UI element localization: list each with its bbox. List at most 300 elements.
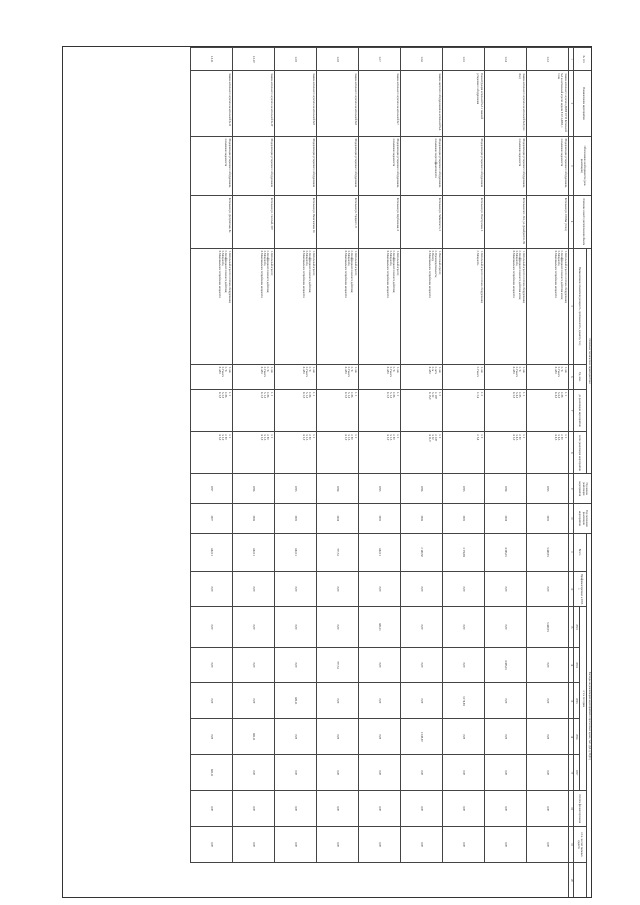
year-end-cell: 2023 (358, 503, 400, 533)
after-list-cell (526, 432, 568, 474)
y2025-cell: 682,11 (274, 683, 316, 719)
after-list-cell (274, 432, 316, 474)
column-number: 18 (568, 791, 573, 827)
unit-list-cell (526, 364, 568, 389)
y2024-cell: 4 385,15 (484, 647, 526, 683)
y2026-cell: 0,00 (442, 719, 484, 755)
y2024-cell: 0,00 (442, 647, 484, 683)
measure-list-item: 3. Мощность; (304, 250, 308, 267)
event-name-cell: Замена котельного агрегата на котельной №9 (274, 71, 316, 136)
after-list-item: 4. 2,0 (259, 434, 263, 441)
measure-list-item: 1. Котельный агрегат в составе оборудования; (563, 250, 567, 304)
unit-list-item: 4. кВт (217, 366, 221, 374)
before-list-cell (316, 389, 358, 431)
measure-list-item: 4. Максимальное потребление мощности (553, 250, 557, 298)
unit-list-cell (190, 364, 232, 389)
total-cell: 682,11 (358, 533, 400, 571)
total-cell: 682,11 (232, 533, 274, 571)
debt-cell: 0,00 (442, 826, 484, 862)
before-list-item: 2. 2,6 (476, 391, 480, 399)
measure-list-item: 3. Мощность; (514, 250, 518, 267)
measure-list-item: 2. Коэффициент полезного действия; (266, 250, 270, 293)
purpose-cell: Модернизация устаревшего оборудования, повышение надежности (358, 136, 400, 195)
y2026-cell: 2 140,50 (400, 719, 442, 755)
before-list-item: 2. 86 (266, 391, 270, 398)
done-cell: 0,00 (190, 571, 232, 607)
unit-list-item: 4. кВт (511, 366, 515, 374)
unit-list-item: 1. шт. (437, 366, 441, 374)
total-cell: 5 440,91 (526, 533, 568, 571)
y2027-cell: 0,00 (358, 755, 400, 791)
measure-list-item: 1. Котельный агрегат; (269, 250, 273, 276)
before-list-item: 4. 3,0 (511, 391, 515, 399)
measure-list-item: 2. Коэффициент полезного действия; (224, 250, 228, 293)
year-end-cell: 2025 (274, 503, 316, 533)
measure-list-item: 2. Коэффициент полезного действия котла; (518, 250, 522, 300)
measure-list-item: 4. Максимальное потребление мощности (301, 250, 305, 298)
after-list-item: 4. 11,0 (427, 434, 431, 442)
purpose-cell: Модернизация устаревшего оборудования, повышение надежности (484, 136, 526, 195)
y2023-cell: 0,00 (484, 607, 526, 647)
measure-list-item: 1. Насосный агрегат; (437, 250, 441, 275)
year-start-cell: 2025 (442, 474, 484, 504)
purpose-cell: Модернизация устаревшего оборудования (316, 136, 358, 195)
after-list-item: 1. 1 (269, 434, 273, 439)
remaining-cell: 0,00 (274, 791, 316, 827)
table-row (400, 48, 442, 899)
unit-list-item: 1. шт. (311, 366, 315, 374)
after-list-item: 3. 4,5 (514, 434, 518, 441)
measure-list-cell (526, 248, 568, 364)
done-cell: 0,00 (358, 571, 400, 607)
y2024-cell: 0,00 (400, 647, 442, 683)
unit-list-item: 3. м (430, 366, 434, 372)
table-row (316, 48, 358, 899)
year-end-cell: 2024 (484, 503, 526, 533)
measure-list-item: 3. Мощность; (556, 250, 560, 267)
y2027-cell: 0,00 (442, 755, 484, 791)
before-list-item: 2. 100 (434, 391, 438, 399)
unit-list-item: 3. Гкал/ч (304, 366, 308, 377)
measure-list-item: 3. Мощность; (346, 250, 350, 267)
after-list-cell (232, 432, 274, 474)
after-list-item: 1. 1 (227, 434, 231, 439)
header-debt: в т.ч. за счет заемных средств (573, 826, 586, 862)
year-start-cell: 2023 (526, 474, 568, 504)
done-cell: 0,00 (442, 571, 484, 607)
table-row (190, 48, 232, 899)
unit-list-item: 1. шт. (521, 366, 525, 374)
column-number: 5 (568, 248, 573, 364)
table-row (526, 48, 568, 899)
done-cell: 0,00 (232, 571, 274, 607)
column-number: 11 (568, 533, 573, 571)
measure-list-cell (358, 248, 400, 364)
header-y2023: 2023 (573, 607, 579, 647)
purpose-cell: Модернизация устаревшего оборудования, повышение надежности (526, 136, 568, 195)
unit-list-item: 2. м³/ч (434, 366, 438, 374)
after-list-item: 4. 3,0 (511, 434, 515, 441)
header-event: Наименование мероприятия (573, 71, 592, 136)
measure-list-item: 1. Котельный агрегат в составе оборудования; (521, 250, 525, 304)
y2023-cell: 682,11 (358, 607, 400, 647)
header-measures: Наименование показателя (мощность, протяженность, диаметр, т.п.) (573, 248, 586, 364)
before-list-item: 1. 1 (269, 391, 273, 397)
before-list-item: 3. 1,5 (262, 391, 266, 399)
unit-list-cell (274, 364, 316, 389)
measure-list-cell (274, 248, 316, 364)
debt-cell: 0,00 (274, 826, 316, 862)
column-number: 12 (568, 571, 573, 607)
y2027-cell: 0,00 (484, 755, 526, 791)
measure-list-item: 2. Производительность; (434, 250, 438, 278)
after-list-cell (190, 432, 232, 474)
column-number: 2 (568, 71, 573, 136)
header-location: Описание и место расположения объекта (573, 195, 592, 248)
purpose-cell: Модернизация устаревшего оборудования, повышение энергоэффективности (400, 136, 442, 195)
before-list-cell (232, 389, 274, 431)
after-list-item: 2. 92 (266, 434, 270, 440)
unit-list-item: 1. шт. (563, 366, 567, 374)
unit-list-cell (400, 364, 442, 389)
header-y2024: 2024 (573, 647, 579, 683)
year-start-cell: 2026 (232, 474, 274, 504)
unit-list-item: 1. шт. (353, 366, 357, 374)
before-list-cell (190, 389, 232, 431)
column-number: 1 (568, 48, 573, 71)
event-name-cell: Замена насосного оборудования на котельной №6 (400, 71, 442, 136)
after-list-item: 2. 120 (434, 434, 438, 441)
before-list-item: 1. 1 (353, 391, 357, 397)
header-unit: Ед. изм. (573, 364, 586, 389)
y2024-cell: 0,00 (232, 647, 274, 683)
row-number-cell: 1.2.9 (274, 48, 316, 71)
after-list-item: 4. 2,0 (385, 434, 389, 441)
unit-list-item: 4. кВт (553, 366, 557, 374)
event-name-cell: Замена котельного агрегата ДКВР 10/13 Котельной №3 на котельный агрегат модели Е 10-1,4ГМ, г. Сочи (526, 71, 568, 136)
debt-cell: 0,00 (316, 826, 358, 862)
after-list-item: 1. 1 (311, 434, 315, 439)
debt-cell: 0,00 (484, 826, 526, 862)
before-list-item: 2. 86 (392, 391, 396, 398)
before-list-item: 4. 3,0 (217, 391, 221, 399)
unit-list-item: 3. Гкал/ч (388, 366, 392, 377)
year-start-cell: 2027 (190, 474, 232, 504)
y2026-cell: 0,00 (358, 719, 400, 755)
table-header (568, 48, 592, 899)
y2024-cell: 707,51 (316, 647, 358, 683)
measure-list-cell (442, 248, 484, 364)
done-cell: 0,00 (274, 571, 316, 607)
header-cost-group: Расходы на реализацию мероприятий в прогнозных ценах, тыс. руб. (с НДС) (586, 533, 592, 898)
after-list-item: 1. 1 (353, 434, 357, 439)
measure-list-item: 3. Мощность; (388, 250, 392, 267)
remaining-cell: 0,00 (358, 791, 400, 827)
row-number-cell: 1.2.3 (526, 48, 568, 71)
rotated-table-container (63, 47, 592, 898)
column-number: 14 (568, 647, 573, 683)
before-list-cell (400, 389, 442, 431)
total-cell: 4 385,15 (484, 533, 526, 571)
before-list-item: 4. 15,0 (427, 391, 431, 400)
debt-cell: 0,00 (400, 826, 442, 862)
row-number-cell: 1.2.5 (442, 48, 484, 71)
after-list-item: 4. 2,0 (301, 434, 305, 441)
header-y2026: 2026 (573, 719, 579, 755)
y2024-cell: 0,00 (358, 647, 400, 683)
purpose-cell: Модернизация устаревшего оборудования (232, 136, 274, 195)
remaining-cell: 0,00 (400, 791, 442, 827)
table-row (232, 48, 274, 899)
after-list-cell (400, 432, 442, 474)
unit-list-item: 1. шт. (269, 366, 273, 374)
before-list-cell (526, 389, 568, 431)
after-list-item: 3. 1,5 (304, 434, 308, 441)
year-start-cell: 2026 (400, 474, 442, 504)
table-body (190, 48, 568, 899)
before-list-item: 1. 2 (437, 391, 441, 397)
location-cell: Котельная ул. Урицкого, 8 (316, 195, 358, 248)
year-end-cell: 2026 (232, 503, 274, 533)
column-number-row (568, 48, 573, 899)
done-cell: 0,00 (484, 571, 526, 607)
y2023-cell: 5 440,91 (526, 607, 568, 647)
table-row (484, 48, 526, 899)
after-list-item: 2. 92 (560, 434, 564, 440)
before-list-item: 2. 86 (224, 391, 228, 398)
measure-list-cell (190, 248, 232, 364)
unit-list-item: 2. % (308, 366, 312, 372)
unit-list-item: 3. Гкал/ч (220, 366, 224, 377)
unit-list-item: 4. кВт (301, 366, 305, 374)
unit-list-item: 2. % (266, 366, 270, 372)
event-name-cell: Замена котельного агрегата на котельной №8 (316, 71, 358, 136)
year-end-cell: 2024 (316, 503, 358, 533)
location-cell: Котельная ул. 18 Мая (Сочи) (526, 195, 568, 248)
y2025-cell: 0,00 (526, 683, 568, 719)
header-year-end: Год окончания реализации мероприятия (573, 503, 592, 533)
unit-list-item: 2. % (560, 366, 564, 372)
year-end-cell: 2023 (526, 503, 568, 533)
measure-list-item: 4. Максимальное потребление мощности (259, 250, 263, 298)
header-after: после реализации мероприятия (573, 432, 586, 474)
measure-list-item: 2. Коэффициент полезного действия; (350, 250, 354, 293)
column-number: 15 (568, 683, 573, 719)
y2025-cell: 0,00 (316, 683, 358, 719)
y2027-cell: 0,00 (274, 755, 316, 791)
row-number-cell: 1.2.8 (316, 48, 358, 71)
y2027-cell: 0,00 (316, 755, 358, 791)
total-cell: 3 174,94 (442, 533, 484, 571)
measure-list-item: 4. Максимальное потребление мощности (427, 250, 431, 298)
after-list-item: 2. 92 (350, 434, 354, 440)
column-number: 4 (568, 195, 573, 248)
column-number: 19 (568, 826, 573, 862)
before-list-item: 1. 1 (227, 391, 231, 397)
unit-list-item: 4. кВт (427, 366, 431, 374)
y2023-cell: 0,00 (442, 607, 484, 647)
before-list-item: 1. 2 (479, 391, 483, 397)
location-cell: Котельная ул. Светлый, 329 (232, 195, 274, 248)
unit-list-item: 3. Гкал/ч (556, 366, 560, 377)
before-list-item: 1. 1 (521, 391, 525, 397)
before-list-item: 3. 1,5 (388, 391, 392, 399)
unit-list-cell (232, 364, 274, 389)
after-list-item: 2. 92 (224, 434, 228, 440)
y2027-cell: 0,00 (232, 755, 274, 791)
unit-list-item: 3. Гкал/ч (262, 366, 266, 377)
unit-list-item: 4. кВт (259, 366, 263, 374)
unit-list-item: 2. % (518, 366, 522, 372)
measure-list-cell (400, 248, 442, 364)
y2023-cell: 0,00 (274, 607, 316, 647)
year-end-cell: 2027 (190, 503, 232, 533)
before-list-item: 4. 4,5 (553, 391, 557, 399)
before-list-cell (484, 389, 526, 431)
location-cell: Котельная ул. Пластунская, 2 (442, 195, 484, 248)
done-cell: 0,00 (400, 571, 442, 607)
column-number: 16 (568, 719, 573, 755)
location-cell: Котельная ул. Депутатская, 8а (190, 195, 232, 248)
purpose-cell: Модернизация устаревшего оборудования, повышение надежности (190, 136, 232, 195)
y2024-cell: 0,00 (190, 647, 232, 683)
year-start-cell: 2024 (484, 474, 526, 504)
before-list-item: 2. 86 (350, 391, 354, 398)
after-list-item: 1. 2 (437, 434, 441, 439)
measure-list-item: 3. Мощность; (220, 250, 224, 267)
event-name-cell: Замена котельного агрегата на котельной №10 (232, 71, 274, 136)
after-list-item: 3. 2,0 (220, 434, 224, 441)
measure-list-item: 2. Коэффициент полезного действия котла; (560, 250, 564, 300)
before-list-item: 1. 1 (395, 391, 399, 397)
remaining-cell: 0,00 (232, 791, 274, 827)
after-list-item: 3. 6,5 (556, 434, 560, 441)
unit-list-item: 4. кВт (343, 366, 347, 374)
measure-list-cell (484, 248, 526, 364)
done-cell: 0,00 (526, 571, 568, 607)
y2027-cell: 0,00 (526, 755, 568, 791)
before-list-item: 2. 88 (560, 391, 564, 398)
after-list-item: 2. 92 (392, 434, 396, 440)
y2024-cell: 0,00 (526, 647, 568, 683)
before-list-item: 4. 2,0 (343, 391, 347, 399)
unit-list-item: 1. шт. (227, 366, 231, 374)
measure-list-item: 2. Коэффициент полезного действия; (308, 250, 312, 293)
purpose-cell: Модернизация устаревшего оборудования (274, 136, 316, 195)
row-number-cell: 1.2.6 (400, 48, 442, 71)
table-row (358, 48, 400, 899)
measure-list-cell (316, 248, 358, 364)
after-list-item: 1. 1 (563, 434, 567, 439)
column-number: 20 (568, 862, 573, 898)
before-list-item: 3. 32 (430, 391, 434, 398)
purpose-cell: Модернизация устаревшего оборудования (442, 136, 484, 195)
y2023-cell: 0,00 (232, 607, 274, 647)
before-list-item: 4. 2,0 (259, 391, 263, 399)
before-list-item: 4. 2,0 (385, 391, 389, 399)
remaining-cell: 0,00 (484, 791, 526, 827)
after-list-item: 2. 3,4 (476, 434, 480, 441)
event-name-cell: Замена котельного агрегата на котельной №4 (пос. Лоо) (484, 71, 526, 136)
header-done: Профинансировано к 2023 г. (573, 571, 586, 607)
column-number: 6 (568, 364, 573, 389)
table-row (442, 48, 484, 899)
y2026-cell: 0,00 (316, 719, 358, 755)
debt-cell: 0,00 (190, 826, 232, 862)
table-row (274, 48, 316, 899)
header-by-years: в т.ч. по годам (580, 607, 586, 791)
event-name-cell: Реконструкция котельной №5 с заменой устаревшего оборудования (442, 71, 484, 136)
before-list-item: 3. 1,5 (304, 391, 308, 399)
measure-list-item: 1. Котельный агрегат; (311, 250, 315, 276)
after-list-item: 1. 1 (395, 434, 399, 439)
column-number: 10 (568, 503, 573, 533)
header-y2025: 2025 (573, 683, 579, 719)
before-list-item: 3. 2,0 (220, 391, 224, 399)
before-list-item: 3. 6,5 (556, 391, 560, 399)
unit-list-item: 2. % (392, 366, 396, 372)
before-list-item: 3. 1,5 (346, 391, 350, 399)
column-number: 13 (568, 607, 573, 647)
before-list-item: 1. 1 (311, 391, 315, 397)
after-list-cell (484, 432, 526, 474)
investment-table (190, 47, 592, 898)
header-no: № п/п (573, 48, 592, 71)
before-list-item: 4. 2,0 (301, 391, 305, 399)
measure-list-item: 2. Коэффициент полезного действия; (392, 250, 396, 293)
y2023-cell: 0,00 (316, 607, 358, 647)
column-number: 8 (568, 432, 573, 474)
total-cell: 682,11 (190, 533, 232, 571)
unit-list-item: 4. кВт (385, 366, 389, 374)
unit-list-item: 2. % (224, 366, 228, 372)
total-cell: 707,51 (316, 533, 358, 571)
year-end-cell: 2025 (442, 503, 484, 533)
y2027-cell: 0,00 (400, 755, 442, 791)
y2026-cell: 682,11 (232, 719, 274, 755)
before-list-cell (274, 389, 316, 431)
unit-list-item: 2. Гкал/ч (476, 366, 480, 377)
after-list-item: 2. 92 (518, 434, 522, 440)
measure-list-item: 1. Котельный агрегат; (395, 250, 399, 276)
year-start-cell: 2023 (358, 474, 400, 504)
before-list-item: 2. 85 (518, 391, 522, 398)
event-name-cell: Замена котельного агрегата на котельной №11 (190, 71, 232, 136)
location-cell: Котельная ул. Чайковского, 2 (400, 195, 442, 248)
year-start-cell: 2025 (274, 474, 316, 504)
header-remaining: Остаток финансирования (573, 791, 586, 827)
before-list-item: 1. 1 (563, 391, 567, 397)
row-number-cell: 1.2.4 (484, 48, 526, 71)
total-cell: 2 140,50 (400, 533, 442, 571)
before-list-cell (358, 389, 400, 431)
after-list-cell (442, 432, 484, 474)
measure-list-item: 4. Максимальное потребление мощности (343, 250, 347, 298)
unit-list-item: 1. шт. (479, 366, 483, 374)
unit-list-cell (484, 364, 526, 389)
unit-list-cell (316, 364, 358, 389)
column-number: 17 (568, 755, 573, 791)
after-list-item: 3. 1,5 (346, 434, 350, 441)
measure-list-cell (232, 248, 274, 364)
y2025-cell: 0,00 (400, 683, 442, 719)
after-list-item: 3. 32 (430, 434, 434, 440)
header-y2027: 2027 (573, 755, 579, 791)
row-number-cell: 1.2.11 (190, 48, 232, 71)
total-cell: 682,11 (274, 533, 316, 571)
measure-list-item: 4. Максимальное потребление мощности (217, 250, 221, 298)
after-list-item: 2. 92 (308, 434, 312, 440)
